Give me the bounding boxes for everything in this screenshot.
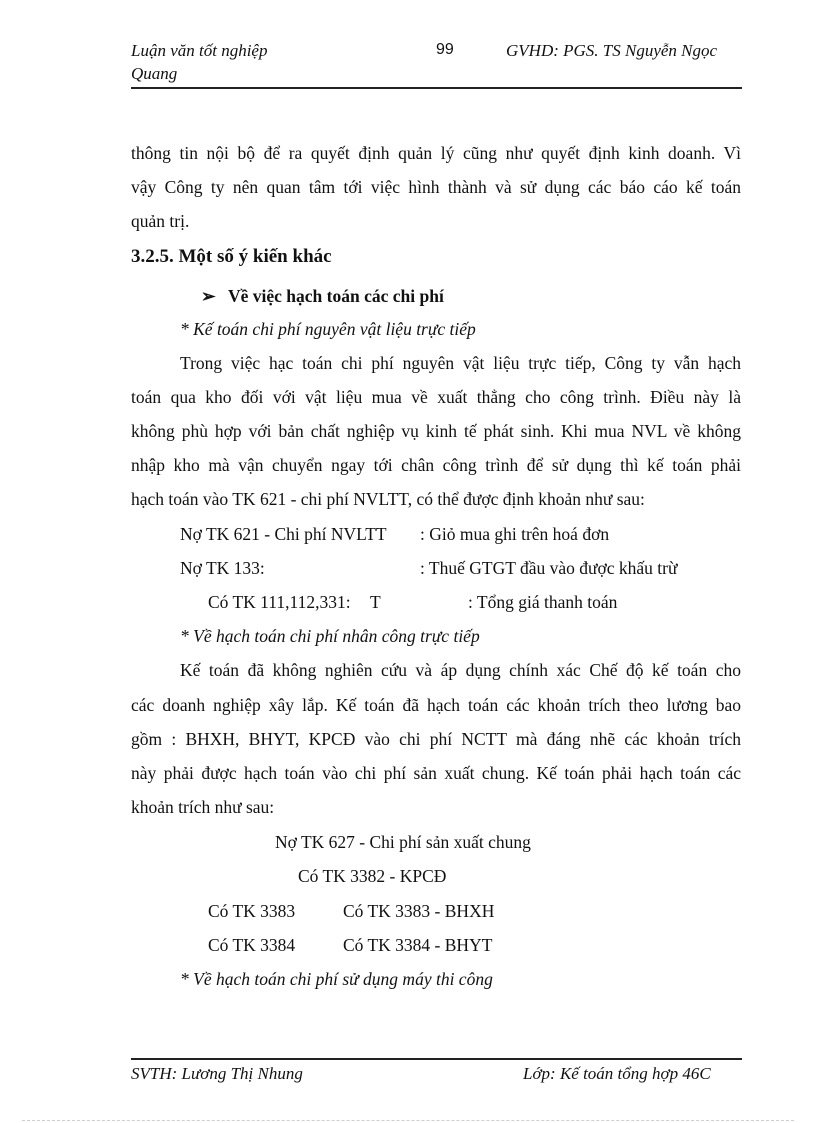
entry-credit-3384: Có TK 3384: [208, 935, 296, 955]
section-heading: 3.2.5. Một số ý kiến khác: [131, 246, 332, 267]
paragraph-line: Trong việc hạc toán chi phí nguyên vật liệu trực tiếp, Công ty vẫn hạch: [180, 353, 741, 373]
paragraph-line: không phù hợp với bản chất nghiệp vụ kinh tế phát sinh. Khi mua NVL về không: [131, 421, 741, 441]
entry-debit-621: Nợ TK 621 - Chi phí NVLTT: [180, 524, 387, 544]
entry-credit-111: Có TK 111,112,331:: [208, 592, 351, 612]
paragraph-line: này phải được hạch toán vào chi phí sản xuất chung. Kế toán phải hạch toán các: [131, 763, 741, 783]
header-title-continued: Quang: [131, 64, 178, 83]
paragraph-line: các doanh nghiệp xây lắp. Kế toán đã hạch toán các khoản trích theo lương bao: [131, 695, 741, 715]
entry-credit-111-note: : Tổng giá thanh toán: [468, 592, 618, 612]
entry-debit-627: Nợ TK 627 - Chi phí sản xuất chung: [275, 832, 531, 852]
paragraph-line: thông tin nội bộ để ra quyết định quản lý cũng như quyết định kinh doanh. Vì: [131, 143, 741, 163]
paragraph-line: Kế toán đã không nghiên cứu và áp dụng chính xác Chế độ kế toán cho: [180, 660, 741, 680]
footer-rule: [131, 1058, 742, 1060]
paragraph-line: gồm : BHXH, BHYT, KPCĐ vào chi phí NCTT mà đáng nhẽ các khoản trích: [131, 729, 741, 749]
header-supervisor: GVHD: PGS. TS Nguyễn Ngọc: [506, 41, 718, 60]
header-title: Luận văn tốt nghiệp: [131, 41, 268, 60]
footer-student: SVTH: Lương Thị Nhung: [131, 1064, 303, 1083]
paragraph-line: hạch toán vào TK 621 - chi phí NVLTT, có thể được định khoản như sau:: [131, 489, 645, 509]
entry-credit-3382: Có TK 3382 - KPCĐ: [298, 866, 447, 886]
subsection-title: * Về hạch toán chi phí sử dụng máy thi công: [180, 969, 493, 989]
header-rule: [131, 87, 742, 89]
paragraph-line: quản trị.: [131, 211, 190, 231]
entry-debit-621-note: : Giỏ mua ghi trên hoá đơn: [420, 524, 610, 544]
entry-debit-133-note: : Thuế GTGT đầu vào được khấu trừ: [420, 558, 678, 578]
entry-credit-3384-bhyt: Có TK 3384 - BHYT: [343, 935, 493, 955]
entry-debit-133: Nợ TK 133:: [180, 558, 265, 578]
paragraph-line: nhập kho mà vận chuyển ngay tới chân công trình để sử dụng thì kế toán phải: [131, 455, 741, 475]
page-bottom-divider: [22, 1120, 794, 1121]
subsection-title: * Kế toán chi phí nguyên vật liệu trực tiếp: [180, 319, 476, 339]
subsection-title: * Về hạch toán chi phí nhân công trực tiếp: [180, 626, 480, 646]
paragraph-line: khoản trích như sau:: [131, 797, 275, 817]
page-number: 99: [436, 41, 454, 58]
footer-class: Lớp: Kế toán tổng hợp 46C: [523, 1064, 711, 1083]
entry-credit-3383: Có TK 3383: [208, 901, 296, 921]
bullet-title: Về việc hạch toán các chi phí: [228, 286, 444, 306]
paragraph-line: toán qua kho đối với vật liệu mua về xuất thẳng cho công trình. Điều này là: [131, 387, 741, 407]
paragraph-line: vậy Công ty nên quan tâm tới việc hình thành và sử dụng các báo cáo kế toán: [131, 177, 741, 197]
entry-credit-3383-bhxh: Có TK 3383 - BHXH: [343, 901, 495, 921]
entry-credit-111-mark: T: [370, 592, 381, 612]
bullet-arrow-icon: ➢: [201, 286, 216, 306]
